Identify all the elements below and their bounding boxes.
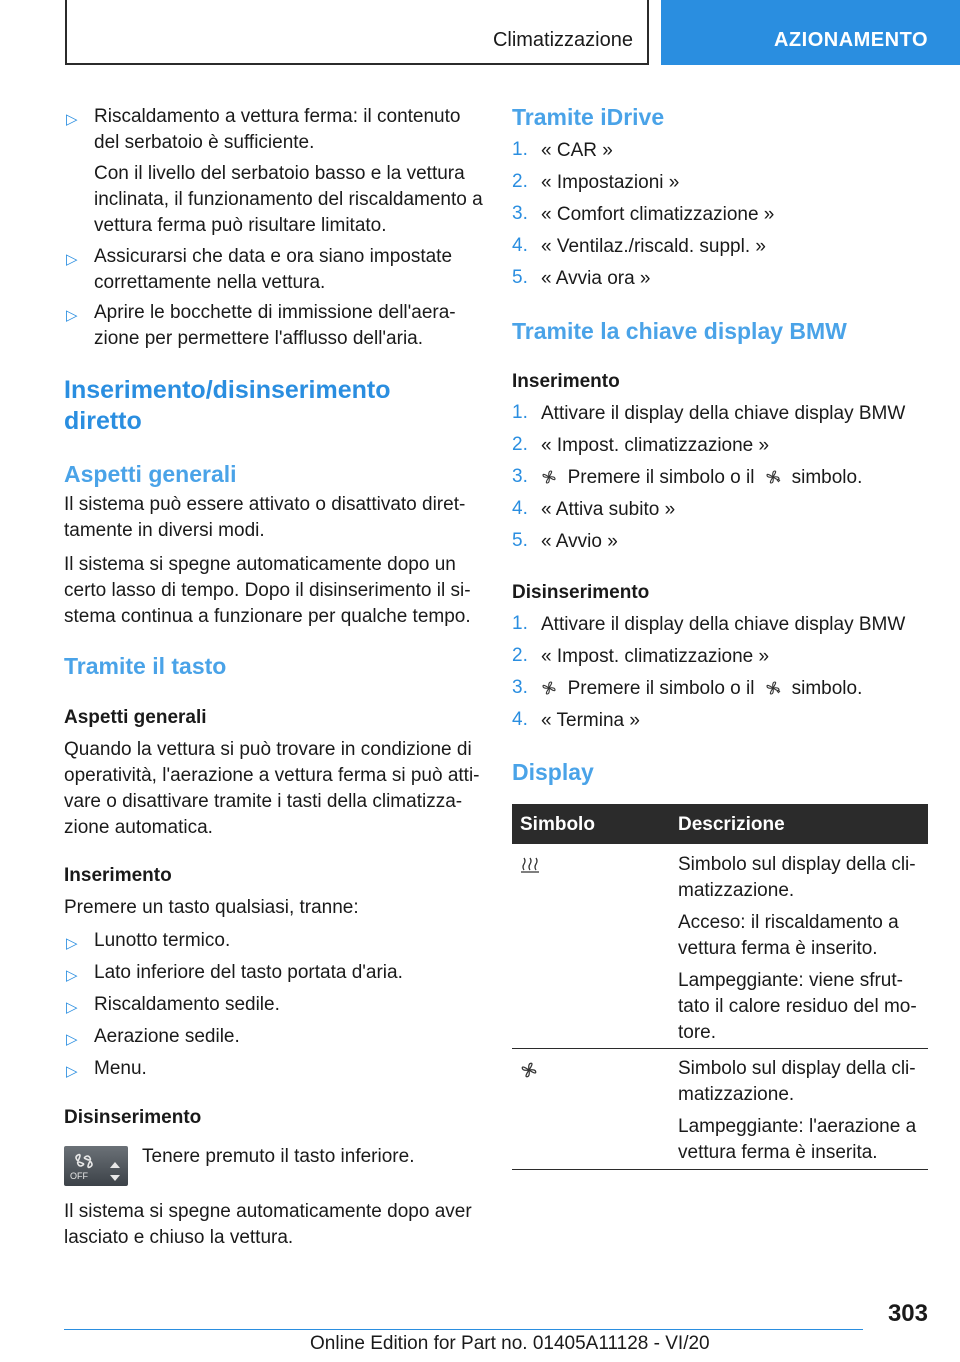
step-text-part: simbolo. [791,467,863,488]
bullet-note [94,161,483,239]
paragraph [64,492,465,544]
step-number: 4. [512,235,528,256]
text-line: vettura ferma può risultare limitato. [94,215,387,236]
paragraph [64,552,471,630]
subsection-heading: Tramite il tasto [64,653,227,679]
text-line: operatività, l'aerazione a vettura ferma si può atti- [64,765,480,786]
paragraph: Tenere premuto il tasto inferiore. [142,1146,415,1167]
text-line: matizzazione. [678,880,795,901]
minor-heading: Disinserimento [64,1107,202,1128]
step-number: 1. [512,402,528,423]
bullet-text [94,244,452,296]
step-number: 5. [512,530,528,551]
footer-edition: Online Edition for Part no. 01405A11128 - VI/20 [310,1333,710,1354]
text-line: stema continua a funzionare per qualche tempo. [64,606,471,627]
text-line: tore. [678,1022,717,1043]
minor-heading: Aspetti generali [64,707,207,728]
bullet-marker: ▷ [66,1031,78,1048]
bullet-marker: ▷ [66,251,78,268]
fan-icon [541,469,557,485]
step-text: « Termina » [541,710,640,731]
bullet-marker: ▷ [66,935,78,952]
text-line: Riscaldamento a vettura ferma: il contenuto [94,106,461,127]
bullet-marker: ▷ [66,307,78,324]
table-header-cell: Descrizione [678,814,785,835]
step-text-part: Premere il simbolo o il [567,678,755,699]
bullet-marker: ▷ [66,1063,78,1080]
table-header [512,804,928,844]
minor-heading: Inserimento [512,371,620,392]
step-text: « CAR » [541,140,613,161]
step-text: « Impostazioni » [541,172,680,193]
step-number: 3. [512,677,528,698]
text-line: Quando la vettura si può trovare in condizione di [64,739,472,760]
text-line: Il sistema può essere attivato o disattivato diret- [64,494,466,515]
text-line: correttamente nella vettura. [94,272,326,293]
text-line: Lampeggiante: l'aerazione a [678,1116,917,1137]
table-header-cell: Simbolo [520,814,595,835]
table-cell-description [678,852,917,1046]
step-number: 2. [512,645,528,666]
header-section-tab [65,0,649,65]
step-number: 1. [512,139,528,160]
text-line: del serbatoio è sufficiente. [94,132,315,153]
text-line: Il sistema si spegne automaticamente dopo un [64,554,456,575]
bullet-marker: ▷ [66,111,78,128]
text-line: tamente in diversi modi. [64,520,265,541]
text-line: certo lasso di tempo. Dopo il disinserimento il si- [64,580,471,601]
svg-text:OFF: OFF [70,1171,88,1181]
table-row-divider [512,1169,928,1170]
bullet-text [94,300,456,352]
text-line: vare o disattivare tramite i tasti della climatizza- [64,791,463,812]
text-line: vettura ferma è inserita. [678,1142,878,1163]
step-number: 4. [512,498,528,519]
residual-heat-icon [520,856,540,874]
minor-heading: Inserimento [64,865,172,886]
list-item: Lunotto termico. [94,930,231,951]
step-number: 2. [512,434,528,455]
heading-line: Inserimento/disinserimento [64,376,391,404]
bullet-marker: ▷ [66,967,78,984]
text-line: lasciato e chiuso la vettura. [64,1227,294,1248]
step-text: « Impost. climatizzazione » [541,646,770,667]
table-cell-description [678,1056,916,1166]
text-line: Con il livello del serbatoio basso e la vettura [94,163,465,184]
list-item: Menu. [94,1058,147,1079]
table-row-divider [512,1048,928,1049]
step-text: « Comfort climatizzazione » [541,204,775,225]
text-line: tato il calore residuo del mo- [678,996,917,1017]
step-text: « Ventilaz./riscald. suppl. » [541,236,766,257]
bullet-text [94,104,460,156]
footer-rule [64,1329,863,1330]
list-item: Lato inferiore del tasto portata d'aria. [94,962,403,983]
step-number: 1. [512,613,528,634]
heat-fan-icon [765,469,781,485]
fan-icon [520,1061,538,1079]
text-line: Assicurarsi che data e ora siano impostate [94,246,453,267]
step-number: 2. [512,171,528,192]
subsection-heading: Aspetti generali [64,461,237,487]
text-line: Il sistema si spegne automaticamente dopo aver [64,1201,472,1222]
page-number: 303 [887,1300,928,1327]
text-line: zione per permettere l'afflusso dell'aria. [94,328,424,349]
paragraph: Premere un tasto qualsiasi, tranne: [64,897,359,918]
step-text: « Avvio » [541,531,618,552]
text-line: Simbolo sul display della cli- [678,1058,916,1079]
heading-line: diretto [64,407,142,435]
text-line: vettura ferma è inserito. [678,938,878,959]
step-text: Attivare il display della chiave display BMW [541,403,906,424]
header-chapter-tab [661,0,960,65]
subsection-heading: Tramite iDrive [512,104,665,130]
paragraph [64,737,480,841]
bullet-marker: ▷ [66,999,78,1016]
header-chapter-title: AZIONAMENTO [773,29,928,51]
text-line: Simbolo sul display della cli- [678,854,916,875]
section-heading [64,375,390,437]
header-section-title: Climatizzazione [492,29,633,51]
step-number: 4. [512,709,528,730]
step-text: « Avvia ora » [541,268,651,289]
text-line: matizzazione. [678,1084,795,1105]
text-line: Aprire le bocchette di immissione dell'aera- [94,302,456,323]
heat-fan-icon [765,680,781,696]
step-text: « Attiva subito » [541,499,676,520]
step-text [541,676,862,702]
fan-icon [541,680,557,696]
fan-off-icon [64,1146,128,1186]
paragraph [64,1199,472,1251]
subsection-heading: Tramite la chiave display BMW [512,318,847,344]
step-number: 3. [512,203,528,224]
fan-off-button-image [64,1146,128,1186]
list-item: Aerazione sedile. [94,1026,240,1047]
step-text: « Impost. climatizzazione » [541,435,770,456]
minor-heading: Disinserimento [512,582,650,603]
step-text-part: Premere il simbolo o il [567,467,755,488]
step-text [541,465,862,491]
text-line: Lampeggiante: viene sfrut- [678,970,903,991]
list-item: Riscaldamento sedile. [94,994,280,1015]
step-text: Attivare il display della chiave display BMW [541,614,906,635]
step-number: 3. [512,466,528,487]
text-line: zione automatica. [64,817,213,838]
text-line: inclinata, il funzionamento del riscaldamento a [94,189,483,210]
subsection-heading: Display [512,759,594,785]
text-line: Acceso: il riscaldamento a [678,912,899,933]
step-number: 5. [512,267,528,288]
step-text-part: simbolo. [791,678,863,699]
